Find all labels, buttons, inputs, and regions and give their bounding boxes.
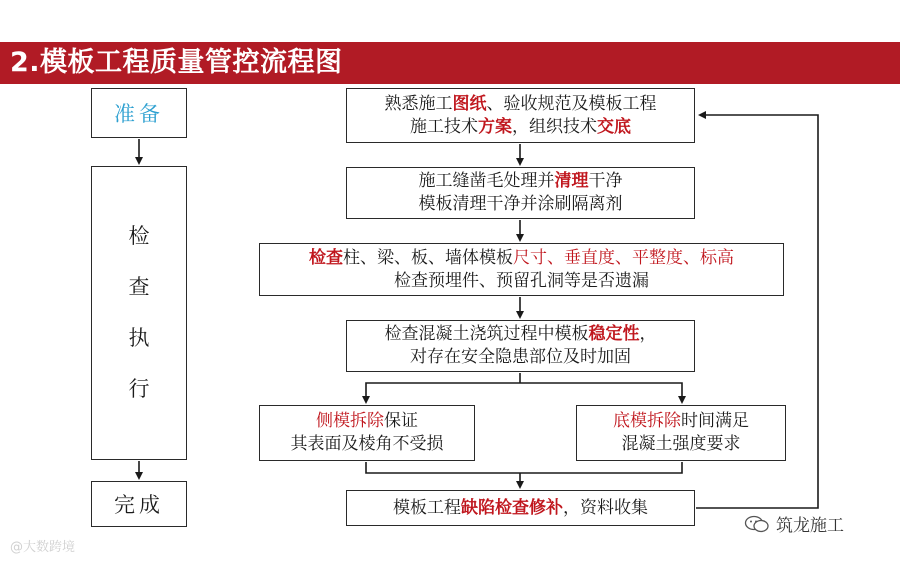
line-merge-right: [520, 462, 682, 473]
step-1-text-a: 熟悉施工: [384, 93, 453, 114]
label-check-char-3: 执: [128, 326, 150, 350]
step-5b-text-a: 底模拆除: [613, 411, 681, 431]
arrow-split-left: [366, 383, 520, 402]
step-1-text-c: 、验收规范及模板工程: [486, 93, 657, 114]
watermark-right-text: 筑龙施工: [776, 516, 844, 536]
label-check-char-2: 查: [128, 275, 150, 299]
step-4-text-a: 检查混凝土浇筑过程中模板: [384, 324, 589, 344]
step-4-line-2: 对存在安全隐患部位及时加固: [410, 347, 631, 367]
line-merge-left: [366, 462, 520, 473]
step-1-text-f: ，组织技术: [512, 116, 597, 137]
label-check-char-1: 检: [128, 224, 150, 248]
step-2-text-b: 清理: [554, 171, 589, 191]
watermark-left: @大数跨境: [10, 540, 76, 555]
step-3-text-a: 检查: [309, 247, 343, 268]
step-5a-line-2: 其表面及棱角不受损: [290, 434, 444, 454]
step-6-text-a: 模板工程: [393, 497, 461, 518]
step-1-text-d: 施工技术: [410, 116, 478, 137]
step-1-text-e: 方案: [478, 116, 512, 137]
step-5a-text-a: 侧模拆除: [316, 411, 384, 431]
label-check-char-4: 行: [128, 377, 150, 401]
step-2-line-2: 模板清理干净并涂刷隔离剂: [418, 194, 623, 214]
step-3-line-2: 检查预埋件、预留孔洞等是否遗漏: [394, 270, 649, 291]
label-prepare: 准备: [114, 102, 164, 126]
step-2-text-a: 施工缝凿毛处理并: [418, 171, 555, 191]
wechat-icon: [744, 514, 770, 534]
step-2-text-c: 干净: [588, 171, 623, 191]
step-3-text-c: 尺寸、垂直度、平整度、标高: [513, 247, 734, 268]
step-6-text-b: 缺陷检查修补: [461, 497, 563, 518]
arrow-feedback-loop: [696, 115, 818, 508]
arrow-split-right: [520, 383, 682, 402]
step-5b-text-b: 时间满足: [681, 411, 749, 431]
step-5a-text-b: 保证: [384, 411, 418, 431]
step-4-text-c: ，: [639, 324, 657, 344]
step-4-text-b: 稳定性: [588, 324, 640, 344]
step-1-text-g: 交底: [597, 116, 631, 137]
step-5b-line-2: 混凝土强度要求: [621, 434, 741, 454]
step-1-text-b: 图纸: [452, 93, 487, 114]
label-complete: 完成: [114, 493, 164, 517]
page-title: 2.模板工程质量管控流程图: [10, 47, 343, 78]
step-3-text-b: 柱、梁、板、墙体模板: [343, 247, 513, 268]
watermark-right: [744, 511, 844, 536]
step-6-text-c: ，资料收集: [563, 497, 648, 518]
